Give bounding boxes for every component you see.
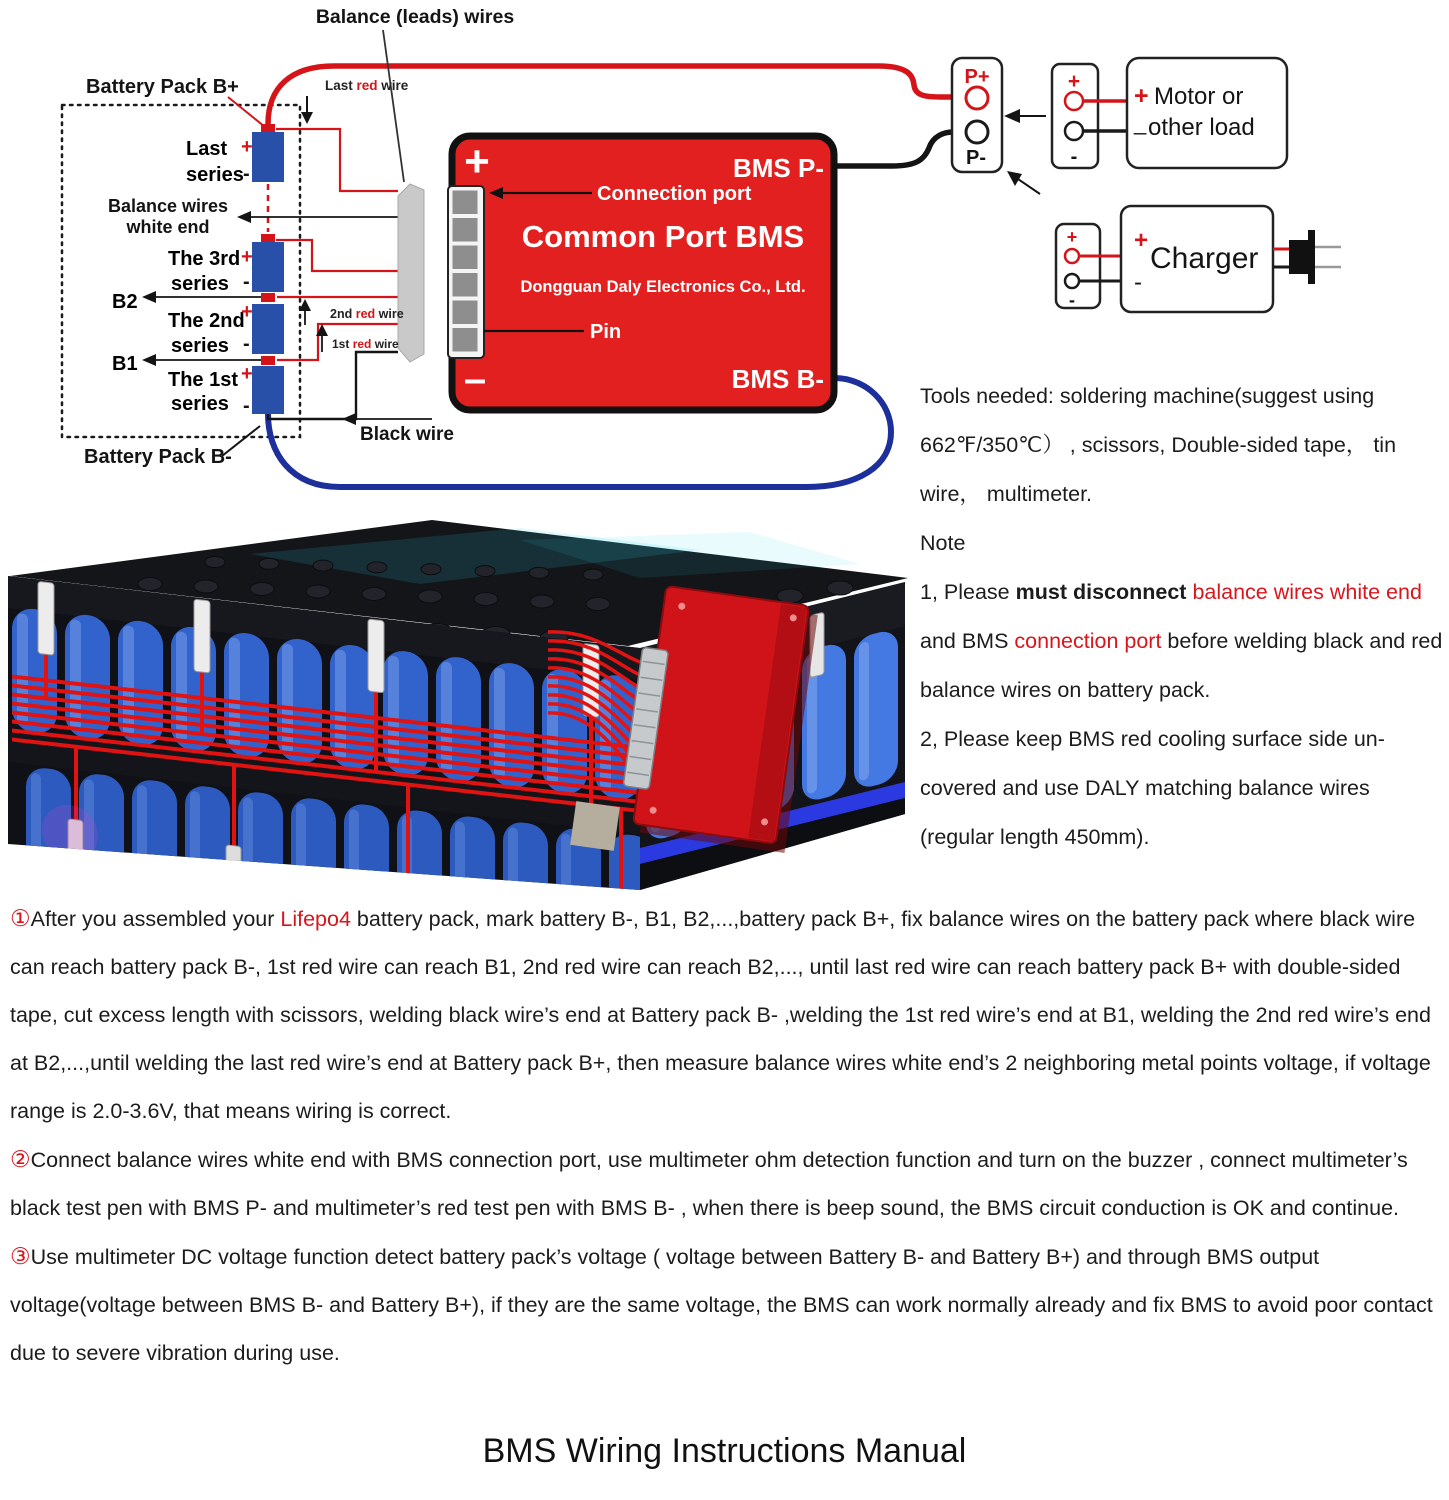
label-text-red: red xyxy=(356,78,378,93)
bms-connection-port-label: Connection port xyxy=(597,183,752,205)
charger-plug-icon xyxy=(1273,230,1341,284)
step-3 xyxy=(10,1232,1447,1377)
battery-pack-photo xyxy=(0,512,965,890)
label-text: wire xyxy=(375,307,404,321)
battery-pack-b-plus-label: Battery Pack B+ xyxy=(86,76,239,98)
step-3-number: ③ xyxy=(10,1243,31,1269)
side-notes xyxy=(920,372,1447,862)
step-2 xyxy=(10,1135,1447,1232)
motor-box xyxy=(1127,58,1287,168)
assembly-steps xyxy=(10,894,1447,1377)
first-red-wire-label xyxy=(332,337,399,351)
charger-label: Charger xyxy=(1150,242,1259,275)
battery-pack-b-minus-label: Battery Pack B- xyxy=(84,446,232,468)
label-text: wire xyxy=(371,337,399,351)
motor-label-line1: Motor or xyxy=(1154,83,1244,110)
step-2-text: Connect balance wires white end with BMS connection port, use multimeter ohm detection function and turn on the buzzer , connect multimeter’s black test pen with BMS P- and multimeter’s red test pen with BMS B- , when there is beep sound, the BMS circuit conduction is OK and continue. xyxy=(10,1148,1408,1220)
note-1-bold: must disconnect xyxy=(1015,580,1193,604)
step-1-text: battery pack, mark battery B-, B1, B2,...,battery pack B+, fix balance wires on the battery pack where black wire can reach battery pack B-, 1st red wire can reach B1, 2nd red wire can reach B2,..., until last red wire can reach battery pack B+ with double-sided tape, cut excess length with scissors, welding black wire’s end at Battery pack B- ,welding the 1st red wire’s end at B1, welding the 2nd red wire’s end at B2,...,until welding the last red wire’s end at Battery pack B+, then measure balance wires white end’s 2 neighboring metal points voltage, if voltage range is 2.0-3.6V, that means wiring is correct. xyxy=(10,907,1431,1123)
plus-mark: + xyxy=(241,363,253,385)
charger-minus-mark: - xyxy=(1134,269,1142,296)
black-wire-label: Black wire xyxy=(360,424,454,445)
bms-name: Common Port BMS xyxy=(521,219,805,254)
white-end-label-line2: white end xyxy=(126,217,210,237)
note-heading: Note xyxy=(920,531,966,555)
series-label: series xyxy=(171,335,229,357)
note-1-red: balance wires white end xyxy=(1192,580,1422,604)
motor-label-line2: other load xyxy=(1148,114,1255,141)
label-text-red: red xyxy=(352,337,372,351)
bms-pin-label: Pin xyxy=(590,321,622,343)
balance-leads-wires-label: Balance (leads) wires xyxy=(315,6,515,28)
minus-mark: - xyxy=(1069,290,1075,310)
series-label: The 3rd xyxy=(168,248,241,270)
black-power-wire xyxy=(836,132,953,166)
note-1-red: connection port xyxy=(1014,629,1162,653)
black-balance-wire xyxy=(268,352,398,419)
second-red-wire-label xyxy=(330,307,404,321)
label-text: 2nd xyxy=(330,307,356,321)
support-block xyxy=(570,801,620,851)
label-text: wire xyxy=(377,78,409,93)
series-label: The 1st xyxy=(168,369,239,391)
tap-b1-label: B1 xyxy=(112,353,138,375)
bms-b-minus-label: BMS B- xyxy=(731,364,824,394)
minus-mark: - xyxy=(243,163,250,185)
label-text-red: red xyxy=(355,307,376,321)
motor-plus-mark: + xyxy=(1134,82,1149,110)
red-power-wire xyxy=(268,66,965,124)
series-label: series xyxy=(171,273,229,295)
note-2: 2, Please keep BMS red cooling surface side un-covered and use DALY matching balance wires (regular length 450mm). xyxy=(920,727,1385,849)
note-1-text: and BMS xyxy=(920,629,1015,653)
step-2-number: ② xyxy=(10,1146,31,1172)
step-1-number: ① xyxy=(10,905,31,931)
series-label: The 2nd xyxy=(168,310,245,332)
minus-mark: - xyxy=(243,271,250,293)
minus-mark: - xyxy=(243,333,250,355)
minus-mark: - xyxy=(243,395,250,417)
bms-minus-mark: – xyxy=(463,357,487,401)
plus-mark: + xyxy=(241,136,253,158)
plus-mark: + xyxy=(241,246,253,268)
step-3-text: Use multimeter DC voltage function detect battery pack’s voltage ( voltage between Battery B- and Battery B+) and through BMS output voltage(voltage between BMS B- and Battery B+), if they are the same voltage, the BMS can work normally already and fix BMS to avoid poor contact due to severe vibration during use. xyxy=(10,1245,1433,1365)
note-1-text: 1, Please xyxy=(920,580,1016,604)
series-label: series xyxy=(186,164,244,186)
battery-cells xyxy=(252,124,284,414)
series-label: series xyxy=(171,393,229,415)
step-1 xyxy=(10,894,1447,1135)
bms-p-minus-label: BMS P- xyxy=(733,153,824,183)
tools-needed-text: Tools needed: soldering machine(suggest using 662℉/350℃） , scissors, Double-sided tape， tin wire， multimeter. xyxy=(920,384,1397,506)
plus-mark: + xyxy=(241,301,253,323)
white-end-label-line1: Balance wires xyxy=(107,196,229,216)
plus-mark: + xyxy=(1066,227,1078,247)
label-text: Last xyxy=(325,78,357,93)
p-minus-label: P- xyxy=(966,147,986,169)
bms-company: Dongguan Daly Electronics Co., Ltd. xyxy=(520,278,806,296)
minus-mark: - xyxy=(1070,146,1078,168)
p-plus-label: P+ xyxy=(964,66,990,88)
step-1-text: After you assembled your xyxy=(30,907,281,931)
bms-plus-mark: + xyxy=(464,137,490,186)
plus-mark: + xyxy=(1067,70,1081,93)
last-red-wire-label xyxy=(325,78,409,93)
step-1-red: Lifepo4 xyxy=(280,907,351,931)
label-text: 1st xyxy=(332,337,353,351)
note-1-text: before welding black and red balance wires on battery pack. xyxy=(920,629,1443,702)
balance-tap-wires xyxy=(276,129,398,360)
tap-b2-label: B2 xyxy=(112,291,138,313)
note-1 xyxy=(920,568,1447,715)
load-connector xyxy=(1052,64,1127,168)
page-title: BMS Wiring Instructions Manual xyxy=(482,1432,967,1470)
motor-minus-mark: _ xyxy=(1134,110,1147,135)
series-label: Last xyxy=(186,138,228,160)
charger-plus-mark: + xyxy=(1134,227,1149,254)
balance-plug xyxy=(398,184,424,362)
